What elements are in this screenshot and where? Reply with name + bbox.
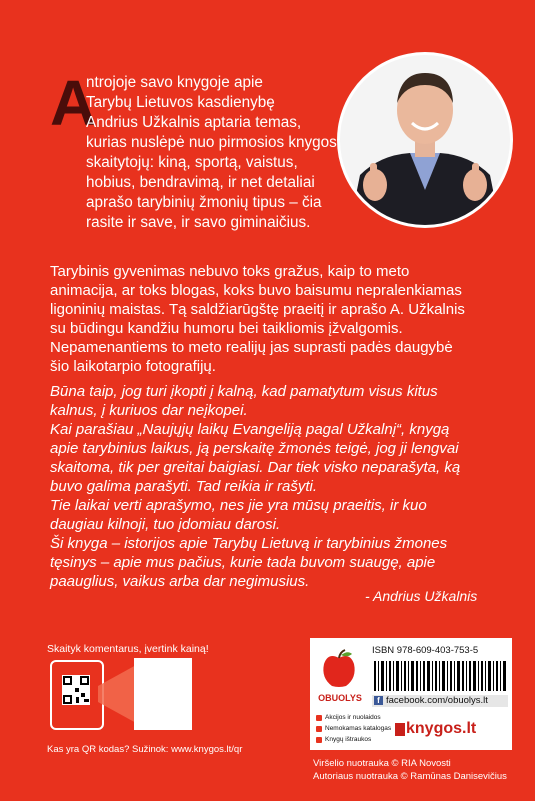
author-photo-credit: Autoriaus nuotrauka © Ramūnas Danisevičius — [313, 771, 507, 782]
paragraph-line: Tarybinis gyvenimas nebuvo toks gražus, kaip to meto — [50, 263, 410, 280]
quote-line: Ši knyga – istorijos apie Tarybų Lietuvą ir tarybinius žmones — [50, 535, 448, 552]
qr-code-icon — [62, 675, 90, 705]
facebook-link[interactable]: facebook.com/obuolys.lt — [386, 695, 488, 706]
bullet-icon — [316, 715, 322, 721]
promo-item: Akcijos ir nuolaidos — [325, 714, 381, 721]
qr-label-placeholder[interactable] — [134, 658, 192, 730]
scan-beam-icon — [98, 664, 138, 724]
publisher-logo-text: OBUOLYS — [318, 693, 362, 703]
quote-line: tęsinys – apie mus pačius, kurie tada buvom suaugę, apie — [50, 554, 436, 571]
quote-line: buvo galima parašyti. Tad reikia ir rašyti. — [50, 478, 318, 495]
quote-line: kalnus, į kuriuos dar neįkopei. — [50, 402, 248, 419]
quote-line: Būna taip, jog turi įkopti į kalną, kad pamatytum visus kitus — [50, 383, 438, 400]
intro-line: ntrojoje savo knygoje apie — [86, 74, 263, 91]
drop-cap: A — [50, 67, 97, 139]
signature: - Andrius Užkalnis — [365, 588, 478, 604]
intro-line: Tarybų Lietuvos kasdienybę — [86, 94, 275, 111]
quote-line: paauglius, vaikus arba dar negimusius. — [50, 573, 310, 590]
store-logo[interactable]: knygos.lt — [406, 720, 477, 737]
promo-item: Knygų ištraukos — [325, 736, 372, 743]
intro-line: Andrius Užkalnis aptaria temas, — [86, 114, 302, 131]
cover-photo-credit: Viršelio nuotrauka © RIA Novosti — [313, 758, 451, 769]
intro-line: skaitytojų: kiną, sportą, vaistus, — [86, 154, 298, 171]
quote-line: daugiau kilnoji, tuo įdomiau darosi. — [50, 516, 281, 533]
author-quote — [50, 382, 490, 591]
barcode-icon — [372, 660, 508, 692]
qr-footer: Kas yra QR kodas? Sužinok: www.knygos.lt/qr — [47, 744, 243, 755]
cart-icon — [395, 723, 405, 736]
quote-line: skaitoma, tik per greitai baigiasi. Dar tiek visko neparašyta, ką — [50, 459, 461, 476]
isbn-label: ISBN 978-609-403-753-5 — [372, 645, 479, 656]
intro-line: kurias nuslėpė nuo pirmosios knygos — [86, 134, 337, 151]
paragraph-line: ligoninių maistas. Tą saldžiarūgštę praeitį ir aprašo A. Užkalnis — [50, 301, 465, 318]
intro-line: rasite ir save, ir savo giminaičius. — [86, 214, 311, 231]
quote-line: apie tarybinius laikus, ją perskaitę žmonės teigė, jog ji lengvai — [50, 440, 459, 457]
intro-line: aprašo tarybinių žmonių tipus – čia — [86, 194, 322, 211]
apple-logo-icon — [318, 648, 360, 690]
author-photo — [340, 55, 510, 225]
qr-caption: Skaityk komentarus, įvertink kainą! — [47, 643, 209, 655]
paragraph-line: Nepamenantiems to meto realijų jas suprasti padės daugybė — [50, 339, 453, 356]
facebook-icon: f — [374, 696, 383, 705]
description-paragraph — [50, 262, 490, 376]
bullet-icon — [316, 726, 322, 732]
quote-line: Kai parašiau „Naujųjų laikų Evangeliją pagal Užkalnį“, knygą — [50, 421, 450, 438]
promo-item: Nemokamas katalogas — [325, 725, 392, 732]
bullet-icon — [316, 737, 322, 743]
author-portrait-icon — [340, 55, 510, 225]
paragraph-line: su būdingu kandžiu humoru bei taikliomis įžvalgomis. — [50, 320, 403, 337]
intro-line: hobius, bendravimą, ir net detaliai — [86, 174, 315, 191]
paragraph-line: animacija, ar toks blogas, koks buvo baisumu nepralenkiamas — [50, 282, 462, 299]
quote-line: Tie laikai verti aprašymo, nes jie yra mūsų praeitis, ir kuo — [50, 497, 427, 514]
paragraph-line: šio laikotarpio fotografijų. — [50, 358, 216, 375]
